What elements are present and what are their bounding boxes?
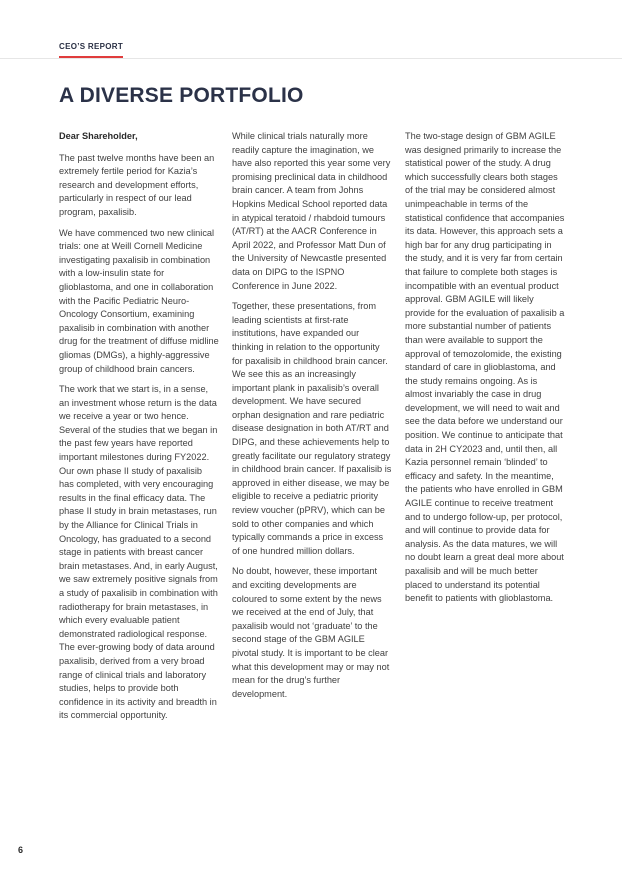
paragraph: While clinical trials naturally more readily capture the imagination, we have also reported this year some very promising preclinical data in childhood brain cancer. A team from Johns Hopkins Medical School reported data in atypical teratoid / rhabdoid tumours (AT/RT) at the AACR Conference in April 2022, and Professor Matt Dun of the University of Newcastle presented data on DIPG to the ISPNO Conference in June 2022. [232,131,391,291]
text-column-3 [405,130,565,613]
text-column-2 [232,130,392,708]
paragraph: The past twelve months have been an extremely fertile period for Kazia’s research and development efforts, particularly in respect of our lead program, paxalisib. [59,152,215,217]
page-number: 6 [18,845,24,855]
paragraph: We have commenced two new clinical trials: one at Weill Cornell Medicine investigating paxalisib in combination with a low-insulin state for glioblastoma, and one in collaboration with the Pacific Pediatric Neuro-Oncology Consortium, examining paxalisib in combination with another drug for the treatment of diffuse midline gliomas (DMGs), a highly-aggressive group of childhood brain cancers. [59,227,219,374]
header-divider [0,58,622,59]
paragraph: The work that we start is, in a sense, an investment whose return is the data we receive a year or two hence. Several of the studies that we began in the past few years have reported important milestones during FY2022. Our own phase II study of paxalisib has completed, with very encouraging results in the final efficacy data. The phase II study in brain metastases, run by the Alliance for Clinical Trials in Oncology, has graduated to a second stage in patients with breast cancer brain metastases. And, in early August, we saw extremely positive signals from a study of paxalisib in combination with radiotherapy for brain metastases, in which every evaluable patient demonstrated radiological response. The ever-growing body of data around paxalisib, derived from a very broad range of clinical trials and laboratory studies, helps to provide both confidence in its activity and breadth in its commercial opportunity. [59,384,218,721]
page-title: A DIVERSE PORTFOLIO [59,84,304,107]
paragraph: No doubt, however, these important and exciting developments are coloured to some extent by the news we received at the end of July, that paxalisib would not ‘graduate’ to the second stage of the GBM AGILE pivotal study. It is important to be clear what this development may or may not mean for the drug’s further development. [232,566,390,699]
section-label: CEO’S REPORT [59,42,124,51]
paragraph: The two-stage design of GBM AGILE was designed primarily to increase the statistical power of the study. A drug which successfully clears both stages of the trial may be considered almost unimpeachable in terms of the statistical confidence that accompanies its data. However, this approach sets a high bar for any drug participating in the study, and it is very far from certain that failure to complete both stages is incompatible with an eventual product approval. GBM AGILE will likely provide for the evaluation of paxalisib a more substantial number of patients than were available to support the approval of temozolomide, the existing standard of care in glioblastoma, and the study remains ongoing. As is almost invariably the case in drug development, we will need to wait and see the data before we understand our position. We continue to anticipate that data in 2H CY2023 and, until then, all Kazia personnel remain ‘blinded’ to efficacy and safety. In the meantime, the patients who have enrolled in GBM AGILE continue to receive treatment and to undergo follow-up, per protocol, and will continue to provide data for analysis. As the data matures, we will no doubt learn a great deal more about paxalisib and will be much better placed to understand its potential benefit to patients with glioblastoma. [405,131,565,604]
salutation: Dear Shareholder, [59,131,138,141]
paragraph: Together, these presentations, from leading scientists at first-rate institutions, have expanded our thinking in relation to the opportunity for paxalisib in childhood brain cancer. We see this as an increasingly important plank in paxalisib’s overall development. We have secured orphan designation and rare pediatric disease designation in both AT/RT and DIPG, and these achievements help to greatly facilitate our regulatory strategy in childhood brain cancer. If paxalisib is approved in either disease, we may be eligible to receive a pediatric priority review voucher (pPRV), which can be sold to other companies and which typically commands a price in excess of one hundred million dollars. [232,301,392,556]
text-column-1 [59,130,219,730]
